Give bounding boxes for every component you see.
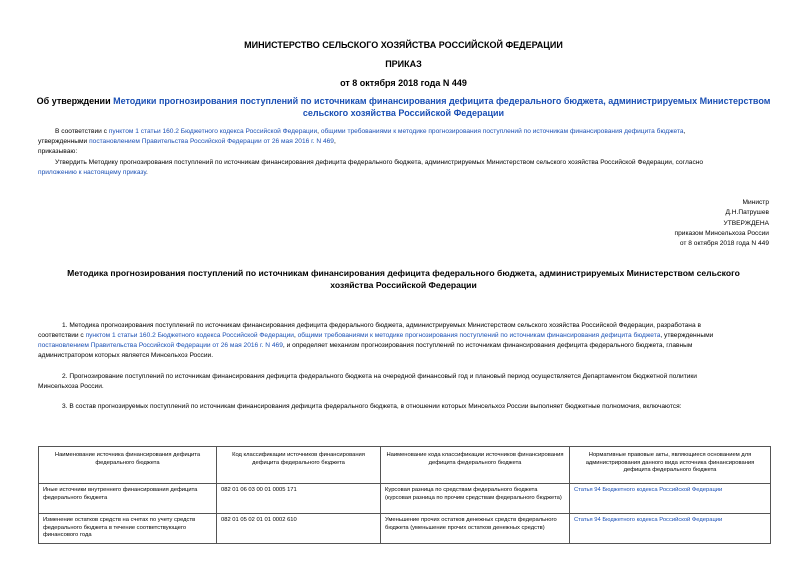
- table-cell-link[interactable]: Статья 94 Бюджетного кодекса Российской Федерации: [570, 484, 771, 514]
- item-1-line4: администратором которых является Минсельхоз России.: [38, 352, 214, 359]
- approval-title-line1: [0, 96, 807, 106]
- table-cell: Изменение остатков средств на счетах по учету средств федерального бюджета в течение соответствующего финансового года: [39, 514, 217, 544]
- item-1-line1: 1. Методика прогнозирования поступлений по источникам финансирования дефицита федерального бюджета, администрируемых Министерством сельского хозяйства Российской Федерации, разработана в: [62, 322, 701, 329]
- item-3: 3. В состав прогнозируемых поступлений по источникам финансирования дефицита федерального бюджета, в отношении которых Минсельхоз России выполняет бюджетные полномочия, включаются:: [62, 403, 682, 410]
- table-cell: Иные источники внутреннего финансирования дефицита федерального бюджета: [39, 484, 217, 514]
- signature-title: Министр: [742, 199, 769, 206]
- item-2-line2: Минсельхоза России.: [38, 383, 104, 390]
- table-cell: Уменьшение прочих остатков денежных средств федерального бюджета (уменьшение прочих остатков денежных средств): [381, 514, 570, 544]
- approved-by: приказом Минсельхоза России: [674, 230, 769, 237]
- method-title-line1: Методика прогнозирования поступлений по источникам финансирования дефицита федерального бюджета, администрируемых Министерством сельского: [67, 268, 740, 278]
- table-row: [39, 484, 771, 514]
- signature-name: Д.Н.Патрушев: [725, 209, 769, 216]
- col-header-code-name: Наименование кода классификации источников финансирования дефицита федерального бюджета: [381, 447, 570, 484]
- approved-date: от 8 октября 2018 года N 449: [679, 240, 769, 247]
- link-article-160-2[interactable]: пунктом 1 статьи 160.2 Бюджетного кодекса Российской Федерации: [108, 128, 318, 135]
- link-appendix[interactable]: приложению к настоящему приказу: [38, 169, 147, 176]
- link-general-requirements-b[interactable]: общими требованиями к методике прогнозирования поступлений по источникам финансирования дефицита бюджета: [297, 332, 661, 339]
- table-cell-link[interactable]: Статья 94 Бюджетного кодекса Российской Федерации: [570, 514, 771, 544]
- sources-table: [38, 446, 771, 544]
- preamble-line1: В соответствии с пунктом 1 статьи 160.2 Бюджетного кодекса Российской Федерации, общими требованиями к методике прогнозирования поступлений по источникам финансирования дефицита бюджета,: [55, 128, 686, 135]
- approval-link[interactable]: Методики прогнозирования поступлений по источникам финансирования дефицита федерального бюджета, администрируемых Министерством: [113, 96, 771, 106]
- link-resolution-469[interactable]: постановлением Правительства Российской Федерации от 26 мая 2016 г. N 469: [89, 138, 334, 145]
- item-2-line1: 2. Прогнозирование поступлений по источникам финансирования дефицита федерального бюджета на очередной финансовый год и плановый период осуществляется Департаментом бюджетной политики: [62, 373, 697, 380]
- preamble-line2: утвержденными постановлением Правительства Российской Федерации от 26 мая 2016 г. N 469,: [38, 138, 336, 145]
- link-general-requirements[interactable]: общими требованиями к методике прогнозирования поступлений по источникам финансирования дефицита бюджета: [320, 128, 684, 135]
- table-header-row: [39, 447, 771, 484]
- col-header-source-name: Наименование источника финансирования дефицита федерального бюджета: [39, 447, 217, 484]
- table-cell: 082 01 05 02 01 01 0002 610: [217, 514, 381, 544]
- preamble-order: приказываю:: [38, 148, 78, 155]
- doc-date-number: от 8 октября 2018 года N 449: [340, 78, 467, 88]
- preamble-approve: Утвердить Методику прогнозирования поступлений по источникам финансирования дефицита федерального бюджета, администрируемых Министерством сельского хозяйства Российской Федерации, согласно: [55, 159, 704, 166]
- item-1-line3: постановлением Правительства Российской Федерации от 26 мая 2016 г. N 469, и определяет механизм прогнозирования поступлений по источникам финансирования дефицита федерального бюджета, главным: [38, 342, 693, 349]
- link-article-160-2-b[interactable]: пунктом 1 статьи 160.2 Бюджетного кодекса Российской Федерации: [85, 332, 294, 339]
- method-title-line2: хозяйства Российской Федерации: [330, 280, 477, 290]
- table-row: [39, 514, 771, 544]
- table-cell: 082 01 06 03 00 01 0005 171: [217, 484, 381, 514]
- link-resolution-469-b[interactable]: постановлением Правительства Российской Федерации от 26 мая 2016 г. N 469: [38, 342, 283, 349]
- approved-label: УТВЕРЖДЕНА: [723, 220, 769, 227]
- preamble-approve-line2: приложению к настоящему приказу.: [38, 169, 148, 176]
- doc-type: ПРИКАЗ: [385, 59, 422, 69]
- col-header-legal-acts: Нормативные правовые акты, являющиеся основанием для администрирования данного вида источника финансирования дефицита федерального бюджета: [570, 447, 771, 484]
- col-header-code: Код классификации источников финансирования дефицита федерального бюджета: [217, 447, 381, 484]
- item-1-line2: соответствии с пунктом 1 статьи 160.2 Бюджетного кодекса Российской Федерации, общими требованиями к методике прогнозирования поступлений по источникам финансирования дефицита бюджета, утвержденными: [38, 332, 714, 339]
- approval-title-line2[interactable]: сельского хозяйства Российской Федерации: [302, 108, 505, 118]
- table-cell: Курсовая разница по средствам федерального бюджета (курсовая разница по прочим средствам федерального бюджета): [381, 484, 570, 514]
- ministry-name: МИНИСТЕРСТВО СЕЛЬСКОГО ХОЗЯЙСТВА РОССИЙСКОЙ ФЕДЕРАЦИИ: [244, 40, 563, 50]
- approval-prefix: Об утверждении: [36, 96, 114, 106]
